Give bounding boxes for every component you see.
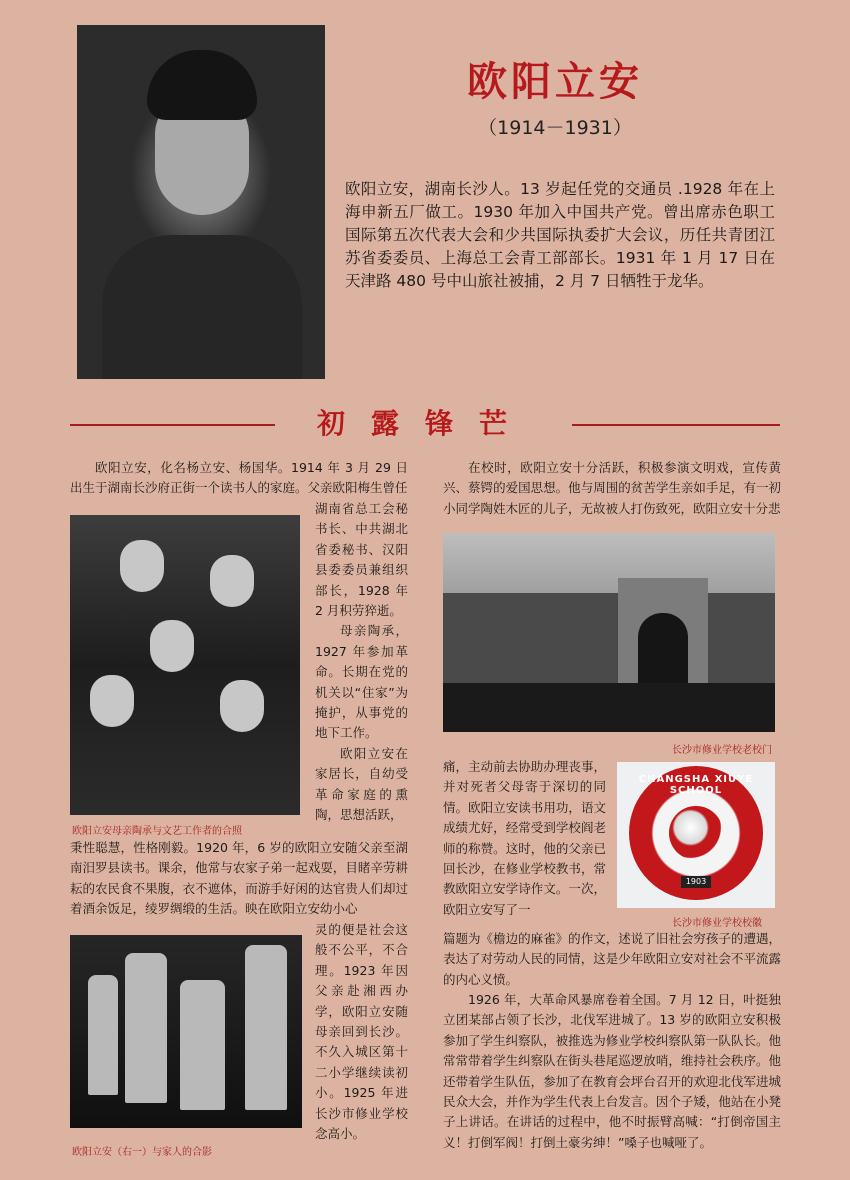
left-side-text-1: 湖南省总工会秘书长、中共湖北省委秘书、汉阳县委委员兼组织部长，1928 年 2 月积劳猝逝。 母亲陶承，1927 年参加革命。长期在党的机关以“住家”为掩护，从事党的地下工作。 欧阳立安在家居长，自幼受革命家庭的熏陶，思想活跃， — [315, 501, 408, 823]
biography: 欧阳立安，湖南长沙人。13 岁起任党的交通员 .1928 年在上海申新五厂做工。1930 年加入中国共产党。曾出席赤色职工国际第五次代表大会和少共国际执委扩大会议，历任共青团江苏省委委员、上海总工会青工部部长。1931 年 1 月 17 日在天津路 480 号中山旅社被捕，2 月 7 日牺牲于龙华。 — [345, 180, 775, 290]
family-photo-2 — [70, 935, 302, 1128]
school-badge — [629, 766, 763, 900]
left-paragraph-1: 欧阳立安，化名杨立安、杨国华。1914 年 3 月 29 日出生于湖南长沙府正街一个读书人的家庭。父亲欧阳梅生曾任 — [70, 460, 408, 496]
portrait-photo — [77, 25, 325, 379]
person-name: 欧阳立安 — [467, 59, 643, 105]
right-paragraph-1-end: 篇题为《檐边的麻雀》的作文，述说了旧社会穷孩子的遭遇，表达了对劳动人民的同情，这是少年欧阳立安对社会不平流露的内心义愤。 — [443, 931, 781, 987]
right-paragraph-2: 1926 年，大革命风暴席卷着全国。7 月 12 日，叶挺独立团某部占领了长沙，北伐军进城了。13 岁的欧阳立安积极参加了学生纠察队，被推选为修业学校纠察队第一队队长。他常常带着学生纠察队在街头巷尾巡逻放哨，维持社会秩序。他还带着学生队伍，参加了在教育会坪台召开的欢迎北伐军进城民众大会，并作为学生代表上台发言。因个子矮，他站在小凳子上讲话。在讲话的过程中，他不时振臂高喊：“打倒帝国主义！打倒军阀！打倒土豪劣绅！”嗓子也喊哑了。 — [443, 992, 781, 1150]
caption-family-2: 欧阳立安（右一）与家人的合影 — [72, 1147, 212, 1158]
divider-left — [70, 424, 275, 426]
caption-school-badge: 长沙市修业学校校徽 — [672, 918, 762, 929]
badge-emblem-icon — [669, 806, 723, 860]
caption-school-gate: 长沙市修业学校老校门 — [672, 745, 772, 756]
divider-right — [572, 424, 780, 426]
section-title: 初露锋芒 — [316, 407, 533, 440]
family-photo-1 — [70, 515, 300, 815]
left-side-text-2: 灵的便是社会这般不公平，不合理。1923 年因父亲赴湘西办学，欧阳立安随母亲回到长沙。不久入城区第十二小学继续读初小。1925 年进长沙市修业学校念高小。 — [315, 922, 408, 1142]
badge-text: CHANGSHA XIUYE SCHOOL — [638, 774, 754, 796]
school-badge-photo — [617, 762, 775, 908]
right-paragraph-1-cont: 痛，主动前去协助办理丧事，并对死者父母寄于深切的同情。欧阳立安读书用功，语文成绩尤好，经常受到学校阎老师的称赞。这时，他的父亲已回长沙，在修业学校教书，常教欧阳立安学诗作文。一次，欧阳立安写了一 — [443, 759, 606, 917]
badge-year: 1903 — [681, 876, 711, 888]
left-paragraph-3: 秉性聪慧，性格刚毅。1920 年，6 岁的欧阳立安随父亲至湖南汨罗县读书。课余，他常与农家子弟一起戏耍，目睹辛劳耕耘的农民食不果腹，衣不遮体，而游手好闲的达官贵人们却过着酒余饭足，绫罗绸缎的生活。映在欧阳立安幼小心 — [70, 840, 408, 917]
life-years: （1914－1931） — [478, 117, 632, 139]
right-paragraph-1: 在校时，欧阳立安十分活跃，积极参演文明戏，宣传黄兴、蔡锷的爱国思想。他与周围的贫苦学生亲如手足，有一初小同学陶姓木匠的儿子，无故被人打伤致死，欧阳立安十分悲 — [443, 460, 781, 516]
caption-family-1: 欧阳立安母亲陶承与文艺工作者的合照 — [72, 826, 242, 837]
school-gate-photo — [443, 533, 775, 732]
